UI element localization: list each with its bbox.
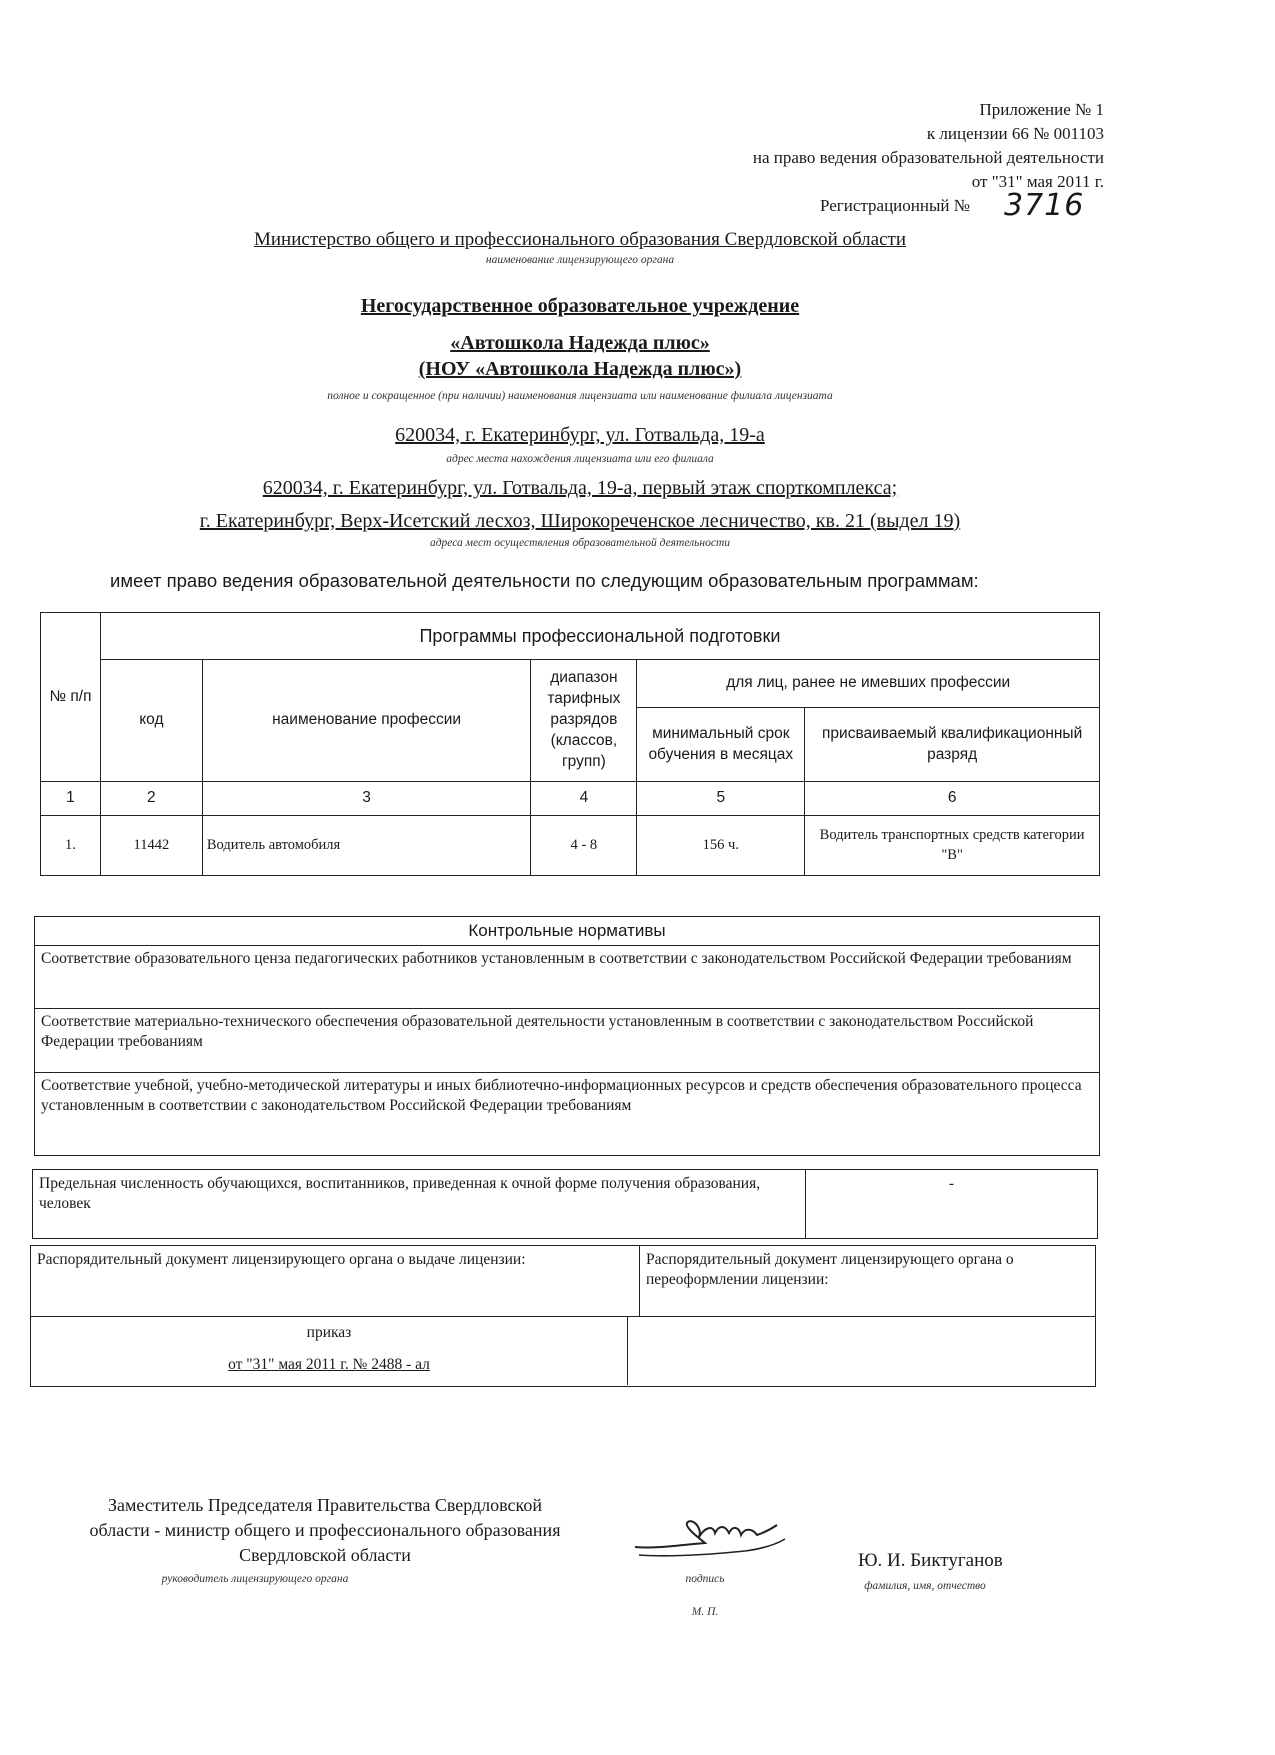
licensee-short-name: (НОУ «Автошкола Надежда плюс») — [418, 358, 742, 380]
appendix-number: Приложение № 1 — [979, 100, 1104, 119]
signature-caption: подпись — [685, 1573, 725, 1585]
row-num: 1. — [41, 816, 101, 876]
signatory-position-line3: Свердловской области — [239, 1545, 411, 1566]
licensee-address-caption: адрес места нахождения лицензиата или его филиала — [446, 453, 714, 465]
col-header-grade: присваиваемый квалификационный разряд — [805, 708, 1100, 782]
programs-title: Программы профессиональной подготовки — [100, 613, 1099, 660]
student-limit-value: - — [948, 1175, 955, 1192]
control-norm-item: Соответствие учебной, учебно-методической литературы и иных библиотечно-информационных ресурсов и средств обеспечения образовательного процесса установленным в соответствии с законодательством Российской Федерации требованиям — [35, 1072, 1099, 1155]
licensee-name-line1: Негосударственное образовательное учреждение — [360, 295, 800, 317]
license-number: к лицензии 66 № 001103 — [926, 124, 1104, 143]
index-cell: 1 — [41, 782, 101, 816]
stamp-caption: М. П. — [691, 1606, 719, 1618]
col-header-range: диапазон тарифных разрядов (классов, групп) — [531, 660, 637, 782]
licensor-caption: наименование лицензирующего органа — [485, 254, 675, 266]
control-norm-item: Соответствие образовательного ценза педагогических работников установленным в соответствии с законодательством Российской Федерации требованиям — [35, 945, 1099, 1008]
signatory-name-caption: фамилия, имя, отчество — [864, 1580, 986, 1592]
registration-label: Регистрационный № — [820, 196, 970, 215]
control-norm-item: Соответствие материально-технического обеспечения образовательной деятельности установленным в соответствии с законодательством Российской Федерации требованиям — [35, 1008, 1099, 1072]
col-header-term: минимальный срок обучения в месяцах — [637, 708, 805, 782]
activity-address-2: г. Екатеринбург, Верх-Исетский лесхоз, Широкореченское лесничество, кв. 21 (выдел 19) — [199, 510, 961, 532]
row-range: 4 - 8 — [531, 816, 637, 876]
activity-address-1: 620034, г. Екатеринбург, ул. Готвальда, 19-а, первый этаж спорткомплекса; — [262, 477, 898, 499]
signatory-position — [30, 1493, 620, 1569]
index-cell: 4 — [531, 782, 637, 816]
issue-order-type: приказ — [306, 1324, 352, 1341]
license-purpose: на право ведения образовательной деятельности — [752, 148, 1104, 167]
signatory-position-caption: руководитель лицензирующего органа — [161, 1573, 349, 1585]
col-header-name: наименование профессии — [202, 660, 531, 782]
issue-order-label: Распорядительный документ лицензирующего органа о выдаче лицензии: — [31, 1246, 640, 1316]
student-limit-box — [32, 1169, 1098, 1239]
student-limit-label: Предельная численность обучающихся, воспитанников, приведенная к очной форме получения образования, человек — [33, 1170, 806, 1238]
handwritten-signature — [625, 1505, 795, 1565]
index-row — [41, 782, 1100, 816]
licensee-address: 620034, г. Екатеринбург, ул. Готвальда, 19-а — [395, 424, 765, 446]
index-cell: 3 — [202, 782, 531, 816]
col-header-num: № п/п — [41, 613, 101, 782]
licensee-caption: полное и сокращенное (при наличии) наименования лицензиата или наименование филиала лицензиата — [327, 390, 833, 402]
signatory-position-line1: Заместитель Председателя Правительства Свердловской — [108, 1495, 542, 1515]
index-cell: 2 — [100, 782, 202, 816]
activity-address-caption: адреса мест осуществления образовательной деятельности — [429, 537, 731, 549]
reissue-order-empty — [628, 1317, 1095, 1385]
programs-table — [40, 612, 1100, 876]
row-grade: Водитель транспортных средств категории "B" — [805, 816, 1100, 876]
row-term: 156 ч. — [637, 816, 805, 876]
index-cell: 5 — [637, 782, 805, 816]
table-row — [41, 816, 1100, 876]
col-header-code: код — [100, 660, 202, 782]
reissue-order-label: Распорядительный документ лицензирующего органа о переоформлении лицензии: — [646, 1251, 1014, 1289]
programs-intro: имеет право ведения образовательной деятельности по следующим образовательным программам: — [110, 570, 979, 591]
index-cell: 6 — [805, 782, 1100, 816]
row-name: Водитель автомобиля — [202, 816, 531, 876]
registration-number-handwritten: 3716 — [1004, 188, 1085, 223]
signatory-position-line2: области - министр общего и профессионального образования — [89, 1520, 561, 1541]
issue-order-reference: от "31" мая 2011 г. № 2488 - ал — [228, 1356, 430, 1373]
license-date: от "31" мая 2011 г. — [971, 172, 1104, 191]
signatory-name: Ю. И. Биктуганов — [858, 1550, 1003, 1571]
licensee-name-line2: «Автошкола Надежда плюс» — [450, 332, 710, 354]
row-code: 11442 — [100, 816, 202, 876]
orders-box — [30, 1245, 1096, 1387]
control-norms-box — [34, 916, 1100, 1156]
licensor-name: Министерство общего и профессионального образования Свердловской области — [253, 229, 906, 250]
group-header: для лиц, ранее не имевших профессии — [637, 660, 1100, 708]
control-norms-title: Контрольные нормативы — [468, 921, 666, 940]
